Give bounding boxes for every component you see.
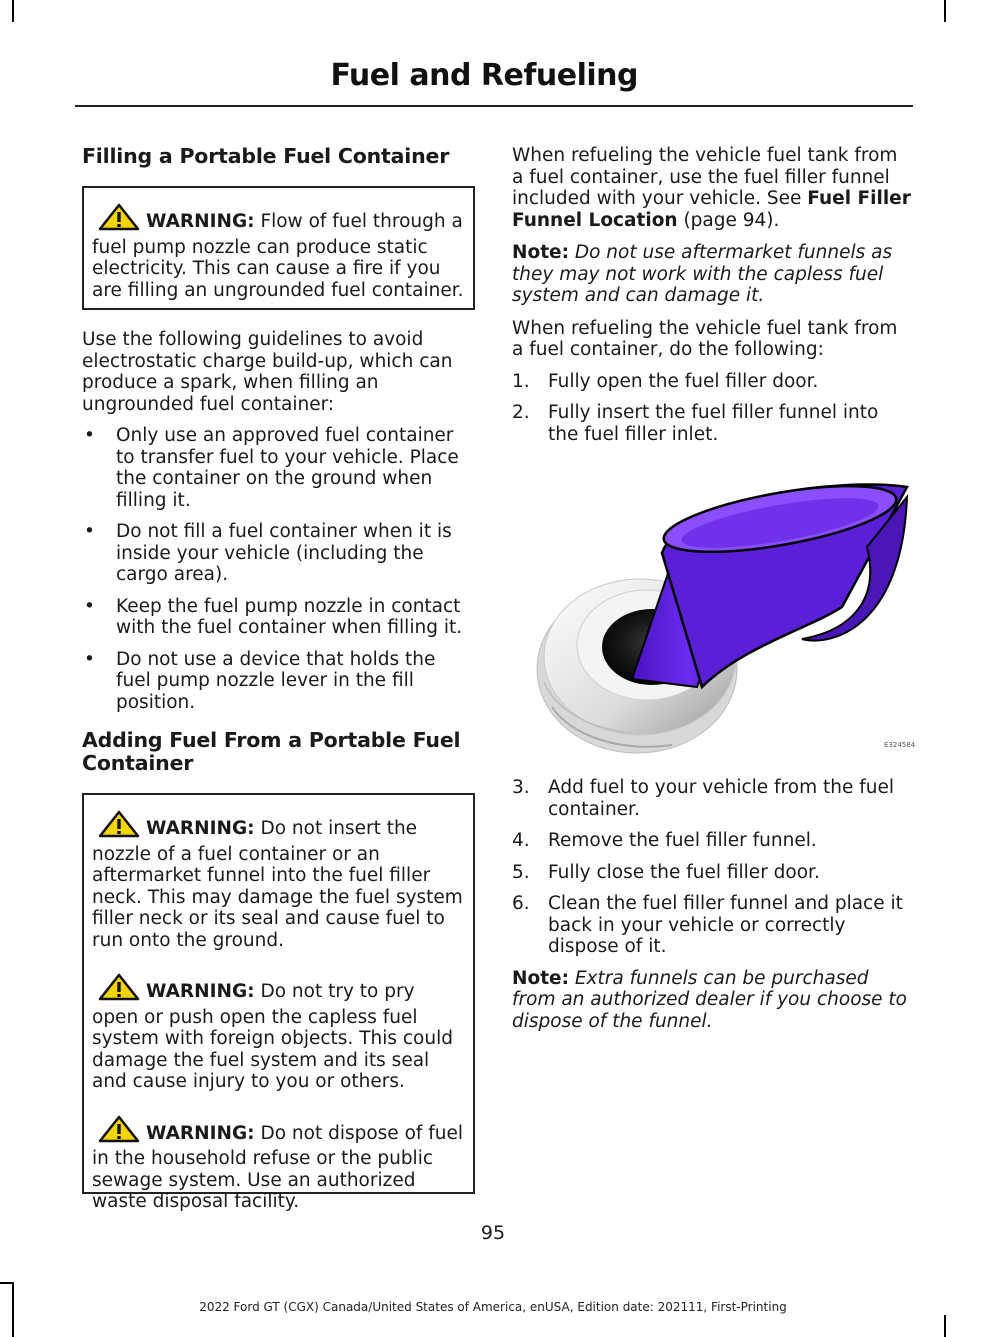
- step-number: 1.: [512, 370, 530, 392]
- warning-text: Do not dispose of fuel in the household refuse or the public sewage system. Use an authorized waste disposal facility.: [92, 1122, 464, 1212]
- bullet-icon: •: [84, 595, 95, 617]
- list-item: [512, 371, 912, 393]
- warning-box-portable: [82, 793, 475, 1212]
- step-number: 5.: [512, 861, 530, 883]
- list-item-text: Do not fill a fuel container when it is inside your vehicle (including the cargo area).: [116, 521, 452, 585]
- warning-text: Do not insert the nozzle of a fuel container or an aftermarket funnel into the fuel filler neck. This may damage the fuel system filler neck or its seal and cause fuel to run onto the ground.: [92, 818, 463, 951]
- list-item-text: Do not use a device that holds the fuel pump nozzle lever in the fill position.: [116, 648, 436, 713]
- section-title-adding-fuel: Adding Fuel From a Portable Fuel Container: [82, 728, 461, 775]
- figure-id: E324584: [884, 741, 916, 749]
- step-text: Clean the fuel filler funnel and place it back in your vehicle or correctly dispose of it.: [548, 893, 903, 957]
- warning-text: Do not try to pry open or push open the capless fuel system with foreign objects. This could damage the fuel system and its seal and cause injury to you or others.: [92, 981, 453, 1092]
- funnel-intro-paragraph: [512, 145, 912, 231]
- steps-list-a: [512, 371, 912, 446]
- note-extra-funnels: [512, 968, 912, 1033]
- list-item: [512, 777, 912, 820]
- page-reference: (page 94).: [677, 209, 780, 231]
- step-text: Fully close the fuel filler door.: [548, 861, 820, 883]
- list-item: [512, 893, 912, 958]
- step-text: Fully open the fuel filler door.: [548, 370, 819, 392]
- list-item-text: Only use an approved fuel container to transfer fuel to your vehicle. Place the container on the ground when filling it.: [116, 425, 459, 511]
- warning-label: WARNING:: [146, 211, 255, 232]
- list-item: [82, 596, 475, 639]
- bullet-icon: •: [84, 521, 95, 542]
- list-item: [512, 402, 912, 445]
- warning-dispose: [92, 1115, 465, 1213]
- bullet-icon: •: [84, 425, 95, 446]
- crop-mark-bottom-left-h: [0, 1282, 14, 1284]
- page-header-title: Fuel and Refueling: [330, 58, 638, 93]
- warning-text: Flow of fuel through a fuel pump nozzle can produce static electricity. This can cause a fire if you are filling an ungrounded fuel container.: [92, 211, 464, 301]
- step-text: Add fuel to your vehicle from the fuel container.: [548, 777, 894, 820]
- warning-label: WARNING:: [146, 981, 255, 1002]
- right-column: [512, 145, 916, 1032]
- guidelines-list: [82, 425, 475, 713]
- step-text: Fully insert the fuel filler funnel into the fuel filler inlet.: [548, 402, 879, 445]
- section-title-filling-container: Filling a Portable Fuel Container: [82, 144, 450, 168]
- list-item: [82, 425, 475, 511]
- intro-paragraph: Use the following guidelines to avoid electrostatic charge build-up, which can produce a spark, when filling an ungrounded fuel container:: [82, 329, 453, 415]
- funnel-inlet-image: [512, 457, 916, 757]
- note-aftermarket: [512, 242, 912, 307]
- page-number: 95: [480, 1222, 506, 1244]
- crop-mark-bottom-right-v: [944, 1315, 946, 1337]
- warning-label: WARNING:: [146, 818, 255, 839]
- cross-reference-link[interactable]: Fuel Filler Funnel Location: [512, 188, 911, 231]
- paragraph-text: When refueling the vehicle fuel tank from a fuel container, use the fuel filler funnel included with your vehicle. See: [512, 145, 898, 209]
- warning-nozzle: [92, 810, 465, 951]
- steps-list-b: [512, 777, 912, 958]
- bullet-icon: •: [84, 648, 95, 670]
- note-label: Note:: [512, 967, 569, 989]
- step-number: 4.: [512, 830, 530, 851]
- warning-box-static: [82, 186, 475, 310]
- warning-triangle-icon: [98, 973, 140, 1007]
- page-footer: 2022 Ford GT (CGX) Canada/United States of America, enUSA, Edition date: 202111, First-Printing: [199, 1300, 787, 1314]
- procedure-intro: When refueling the vehicle fuel tank from a fuel container, do the following:: [512, 317, 898, 360]
- step-number: 3.: [512, 777, 530, 798]
- warning-triangle-icon: [98, 810, 140, 844]
- funnel-illustration: [512, 457, 916, 757]
- list-item: [82, 649, 475, 714]
- crop-mark-top-right-v: [944, 0, 946, 22]
- warning-static-electricity: [92, 203, 465, 301]
- header-rule: [75, 105, 913, 107]
- step-number: 2.: [512, 402, 530, 423]
- note-text: Do not use aftermarket funnels as they may not work with the capless fuel system and can damage it.: [512, 242, 893, 306]
- list-item: [512, 862, 912, 884]
- step-text: Remove the fuel filler funnel.: [548, 830, 817, 851]
- warning-triangle-icon: [98, 1115, 140, 1149]
- left-column: [82, 144, 475, 1212]
- list-item: [82, 521, 475, 586]
- warning-label: WARNING:: [146, 1122, 255, 1144]
- list-item: [512, 830, 912, 852]
- note-text: Extra funnels can be purchased from an authorized dealer if you choose to dispose of the funnel.: [512, 967, 907, 1032]
- note-label: Note:: [512, 242, 569, 263]
- warning-triangle-icon: [98, 203, 140, 237]
- warning-pry-open: [92, 973, 465, 1093]
- crop-mark-top-left-v: [12, 0, 14, 22]
- step-number: 6.: [512, 893, 530, 914]
- list-item-text: Keep the fuel pump nozzle in contact with the fuel container when filling it.: [116, 595, 463, 638]
